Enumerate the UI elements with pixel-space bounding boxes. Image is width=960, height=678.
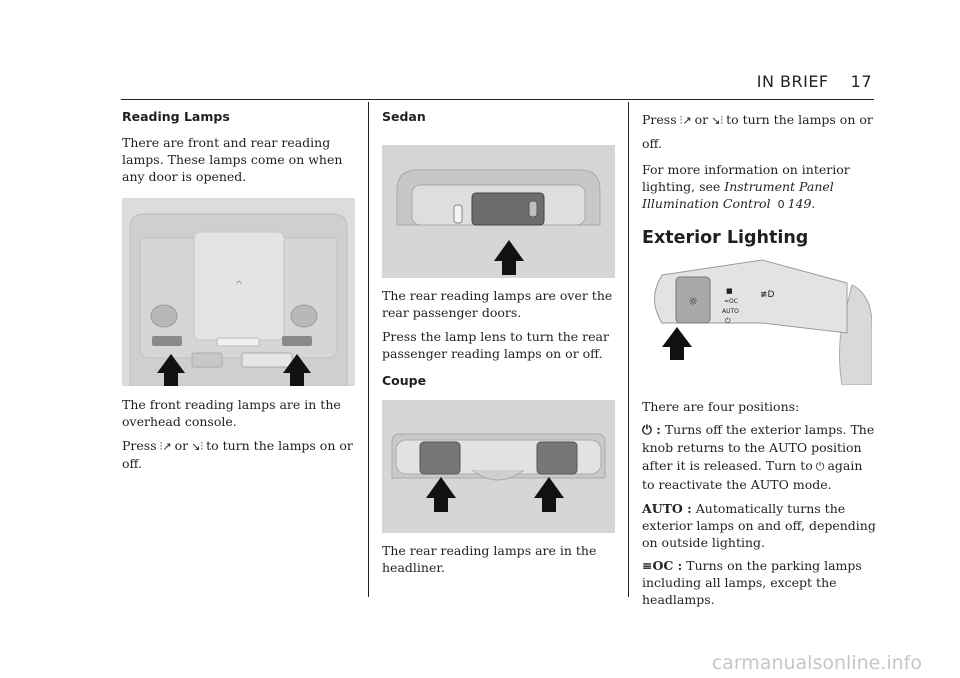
reading-lamp-left-icon-2: ⫶↗ xyxy=(679,114,692,127)
svg-text:⏻: ⏻ xyxy=(725,317,731,325)
off-desc-b: again to reactivate the AUTO mode. xyxy=(642,458,863,492)
running-header xyxy=(757,72,872,91)
front-lamps-instruction xyxy=(122,437,354,472)
column-1 xyxy=(122,108,354,185)
reading-lamps-intro: There are front and rear reading lamps. These lamps come on when any door is opened. xyxy=(122,135,343,184)
front-reading-lamps-image xyxy=(122,198,355,386)
header-rule xyxy=(121,99,874,100)
sedan-heading: Sedan xyxy=(382,109,426,124)
reading-lamp-left-icon: ⫶↗ xyxy=(159,440,172,453)
park-desc: Turns on the parking lamps including all lamps, except the headlamps. xyxy=(642,558,862,607)
sedan-instruction: Press the lamp lens to turn the rear passenger reading lamps on or off. xyxy=(382,329,609,361)
coupe-rear-lamp-image xyxy=(382,400,615,533)
svg-text:■: ■ xyxy=(726,287,733,295)
svg-text:≢D: ≢D xyxy=(760,290,775,300)
column-1-lower xyxy=(122,396,354,472)
press-prefix-2: Press xyxy=(642,112,677,127)
svg-text:AUTO: AUTO xyxy=(722,308,739,315)
exterior-lamp-control-image xyxy=(642,255,872,385)
more-info-text: For more information on interior lighting, see xyxy=(642,162,850,194)
column-3 xyxy=(642,108,878,248)
auto-desc: Automatically turns the exterior lamps on and off, depending on outside lighting. xyxy=(642,501,876,550)
reading-lamp-right-icon: ↘⫶ xyxy=(191,440,204,453)
column-divider-2 xyxy=(628,102,629,597)
column-2-lower xyxy=(382,542,614,576)
watermark: carmanualsonline.info xyxy=(711,652,922,674)
auto-position-desc xyxy=(642,500,878,551)
section-title: IN BRIEF xyxy=(756,72,829,91)
svg-text:^: ^ xyxy=(234,280,244,291)
column-3-lower xyxy=(642,398,878,608)
parking-lamps-desc xyxy=(642,557,878,608)
auto-label: AUTO : xyxy=(642,501,692,516)
column-divider-1 xyxy=(368,102,369,597)
coupe-caption: The rear reading lamps are in the headliner. xyxy=(382,543,597,575)
reading-lamp-right-icon-2: ↘⫶ xyxy=(711,114,724,127)
more-info-paragraph: For more information on interior lighting, see Instrument Panel Illumination Control 0 149. xyxy=(642,162,850,211)
press-or: or xyxy=(174,438,189,453)
press-prefix: Press xyxy=(122,438,157,453)
parking-lamps-icon: ≡OC : xyxy=(642,558,683,573)
sedan-caption: The rear reading lamps are over the rear passenger doors. xyxy=(382,288,613,320)
front-lamps-caption: The front reading lamps are in the overhead console. xyxy=(122,397,341,429)
rear-lamps-instruction xyxy=(642,108,878,155)
press-suffix-2: to turn the lamps on or off. xyxy=(642,112,873,151)
column-2-middle xyxy=(382,287,614,390)
column-2 xyxy=(382,108,614,126)
press-suffix: to turn the lamps on or off. xyxy=(122,438,353,471)
positions-intro: There are four positions: xyxy=(642,399,800,414)
coupe-heading: Coupe xyxy=(382,373,427,388)
reading-lamps-heading: Reading Lamps xyxy=(122,109,230,124)
link-page-number[interactable]: 149 xyxy=(787,196,812,211)
off-desc-a: Turns off the exterior lamps. The knob returns to the AUTO position after it is released. Turn to xyxy=(642,422,875,473)
svg-text:☼: ☼ xyxy=(688,295,698,308)
illumination-control-link[interactable]: Instrument Panel Illumination Control xyxy=(642,179,834,211)
off-power-icon: ⏻ : xyxy=(642,422,661,437)
press-or-2: or xyxy=(694,112,709,127)
svg-text:=OC: =OC xyxy=(724,298,738,305)
sedan-rear-lamp-image xyxy=(382,145,615,278)
page-number: 17 xyxy=(850,72,872,91)
off-power-icon-inline: ⏻ xyxy=(815,460,825,473)
exterior-lighting-heading: Exterior Lighting xyxy=(642,228,809,248)
page-ref-arrow-icon: 0 xyxy=(777,198,785,211)
off-position-desc xyxy=(642,421,878,494)
